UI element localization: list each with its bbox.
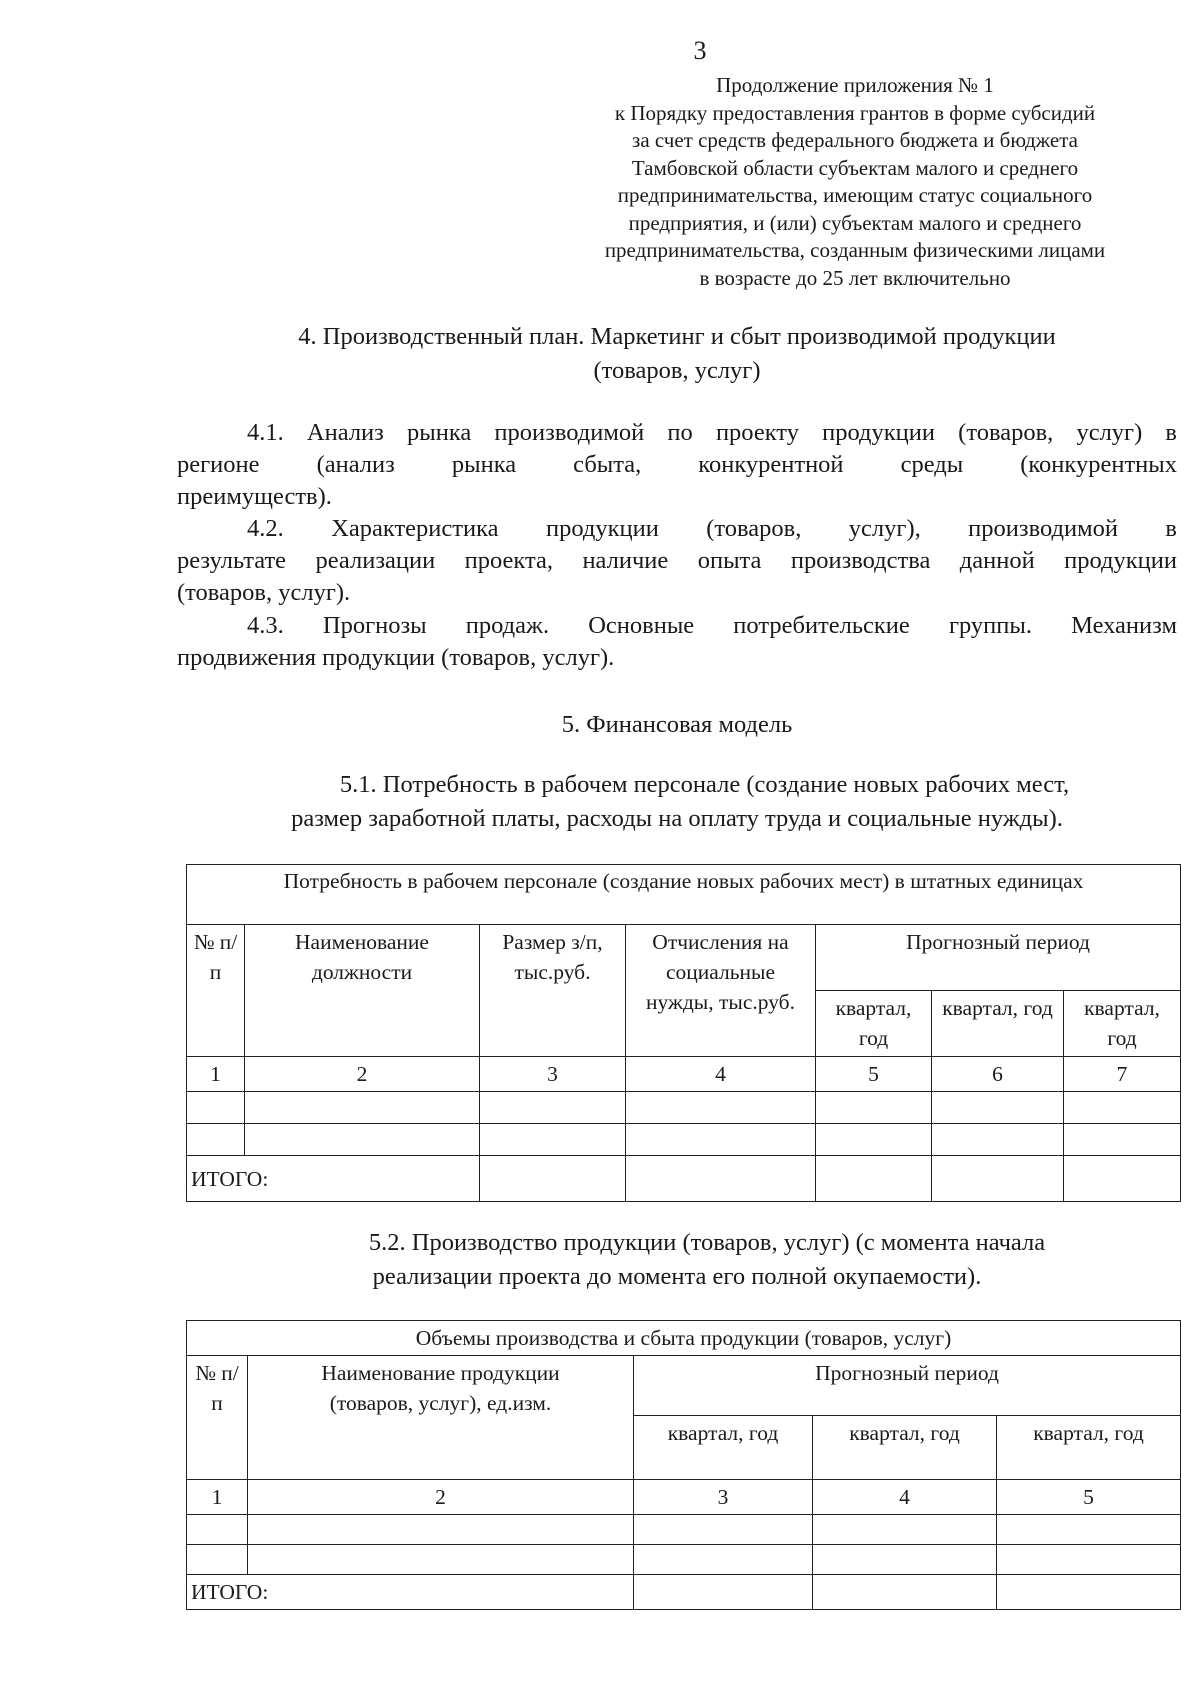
table-row — [187, 1515, 1181, 1545]
table-row — [187, 1545, 1181, 1575]
paragraph-4-3 — [177, 610, 1177, 674]
appendix-line: Тамбовской области субъектам малого и среднего — [631, 155, 1079, 180]
header-num: № п/п — [187, 1356, 248, 1480]
paragraph-line: регионе (анализ рынка сбыта, конкурентной среды (конкурентных — [177, 451, 1177, 478]
numbering-cell: 4 — [626, 1057, 816, 1092]
total-row — [187, 1156, 1181, 1202]
header-product: Наименование продукции (товаров, услуг), ед.изм. — [248, 1356, 634, 1480]
subsection-line: 5.2. Производство продукции (товаров, услуг) (с момента начала — [368, 1229, 1046, 1256]
paragraph-4-2 — [177, 513, 1177, 609]
numbering-cell: 5 — [816, 1057, 932, 1092]
header-salary: Размер з/п, тыс.руб. — [480, 925, 626, 1057]
paragraph-line: результате реализации проекта, наличие опыта производства данной продукции — [177, 547, 1177, 574]
section4-title-line: 4. Производственный план. Маркетинг и сбыт производимой продукции — [298, 323, 1056, 350]
appendix-line: предпринимательства, созданным физическими лицами — [604, 238, 1106, 262]
table-caption: Потребность в рабочем персонале (создание новых рабочих мест) в штатных единицах — [187, 865, 1181, 925]
production-table — [186, 1320, 1181, 1610]
total-label: ИТОГО: — [187, 1575, 634, 1610]
table-row — [187, 1092, 1181, 1124]
appendix-line: к Порядку предоставления грантов в форме субсидий — [614, 100, 1096, 125]
numbering-cell: 3 — [480, 1057, 626, 1092]
header-social: Отчисления на социальные нужды, тыс.руб. — [626, 925, 816, 1057]
numbering-cell: 4 — [813, 1480, 997, 1515]
appendix-note — [545, 72, 1165, 292]
section4-heading — [177, 320, 1177, 388]
section5-title: 5. Финансовая модель — [561, 711, 793, 738]
header-num: № п/п — [187, 925, 245, 1057]
staff-table — [186, 864, 1181, 1202]
paragraph-line: продвижения продукции (товаров, услуг). — [177, 644, 615, 671]
paragraph-line: преимуществ). — [177, 483, 332, 510]
numbering-cell: 2 — [245, 1057, 480, 1092]
header-quarter: квартал, год — [813, 1416, 997, 1480]
appendix-line: за счет средств федерального бюджета и бюджета — [632, 128, 1078, 152]
header-quarter: квартал, год — [1064, 991, 1181, 1057]
table-row — [187, 1124, 1181, 1156]
header-quarter: квартал, год — [816, 991, 932, 1057]
numbering-cell: 1 — [187, 1057, 245, 1092]
numbering-cell: 2 — [248, 1480, 634, 1515]
appendix-line: в возрасте до 25 лет включительно — [699, 265, 1011, 290]
paragraph-4-1 — [177, 417, 1177, 513]
header-quarter: квартал, год — [932, 991, 1064, 1057]
header-period: Прогнозный период — [816, 925, 1181, 991]
section4-title-line: (товаров, услуг) — [593, 357, 761, 384]
subsection-line: размер заработной платы, расходы на оплату труда и социальные нужды). — [291, 805, 1063, 832]
numbering-cell: 5 — [997, 1480, 1181, 1515]
numbering-row — [187, 1057, 1181, 1092]
paragraph-line: 4.1. Анализ рынка производимой по проекту продукции (товаров, услуг) в — [247, 419, 1177, 446]
page-number: 3 — [693, 36, 707, 65]
numbering-cell: 7 — [1064, 1057, 1181, 1092]
table-caption: Объемы производства и сбыта продукции (товаров, услуг) — [187, 1321, 1181, 1356]
numbering-row — [187, 1480, 1181, 1515]
paragraph-line: (товаров, услуг). — [177, 579, 351, 606]
header-quarter: квартал, год — [997, 1416, 1181, 1480]
appendix-line: предпринимательства, имеющим статус социального — [617, 183, 1093, 207]
numbering-cell: 6 — [932, 1057, 1064, 1092]
paragraph-line: 4.3. Прогнозы продаж. Основные потребительские группы. Механизм — [247, 612, 1177, 639]
total-label: ИТОГО: — [187, 1156, 480, 1202]
header-quarter: квартал, год — [634, 1416, 813, 1480]
subsection-line: реализации проекта до момента его полной окупаемости). — [372, 1263, 982, 1290]
subsection-5-1 — [177, 768, 1177, 836]
appendix-line: Продолжение приложения № 1 — [716, 73, 994, 97]
subsection-line: 5.1. Потребность в рабочем персонале (создание новых рабочих мест, — [339, 771, 1070, 798]
header-period: Прогнозный период — [634, 1356, 1181, 1416]
paragraph-line: 4.2. Характеристика продукции (товаров, услуг), производимой в — [247, 515, 1177, 542]
numbering-cell: 1 — [187, 1480, 248, 1515]
total-row — [187, 1575, 1181, 1610]
numbering-cell: 3 — [634, 1480, 813, 1515]
header-position: Наименование должности — [245, 925, 480, 1057]
subsection-5-2 — [177, 1226, 1177, 1294]
appendix-line: предприятия, и (или) субъектам малого и среднего — [628, 210, 1082, 235]
